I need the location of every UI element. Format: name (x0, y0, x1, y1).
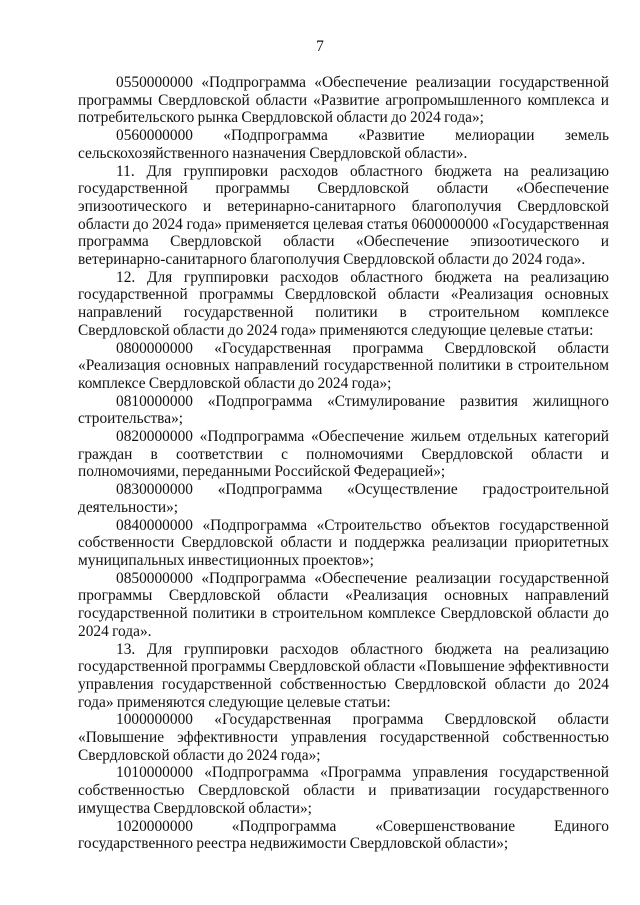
document-body (78, 74, 609, 853)
paragraph-0560000000: 0560000000 «Подпрограмма «Развитие мелиорации земель сельскохозяйственного назначения Свердловской области». (78, 127, 609, 162)
paragraph-11: 11. Для группировки расходов областного бюджета на реализацию государственной программы Свердловской области «Обеспечение эпизоотического и ветеринарно-санитарного благополучия Свердловской области до 2024 года» применяется целевая статья 0600000000 «Государственная программа Свердловской области «Обеспечение эпизоотического и ветеринарно-санитарного благополучия Свердловской области до 2024 года». (78, 162, 609, 269)
paragraph-1020000000: 1020000000 «Подпрограмма «Совершенствование Единого государственного реестра недвижимости Свердловской области»; (78, 817, 609, 853)
paragraph-1000000000: 1000000000 «Государственная программа Свердловской области «Повышение эффективности управления государственной собственностью Свердловской области до 2024 года»; (78, 711, 609, 764)
paragraph-13: 13. Для группировки расходов областного бюджета на реализацию государственной программы Свердловской области «Повышение эффективности управления государственной собственностью Свердловской области до 2024 года» применяются следующие целевые статьи: (78, 640, 609, 711)
page-number: 7 (316, 38, 324, 55)
paragraph-0850000000: 0850000000 «Подпрограмма «Обеспечение реализации государственной программы Свердловской области «Реализация основных направлений государственной политики в строительном комплексе Свердловской области до 2024 года». (78, 569, 609, 640)
paragraph-0550000000: 0550000000 «Подпрограмма «Обеспечение реализации государственной программы Свердловской области «Развитие агропромышленного комплекса и потребительского рынка Свердловской области до 2024 года»; (78, 74, 609, 127)
paragraph-0840000000: 0840000000 «Подпрограмма «Строительство объектов государственной собственности Свердловской области и поддержка реализации приоритетных муниципальных инвестиционных проектов»; (78, 516, 609, 569)
paragraph-0820000000: 0820000000 «Подпрограмма «Обеспечение жильем отдельных категорий граждан в соответствии с полномочиями Свердловской области и полномочиями, переданными Российской Федерацией»; (78, 428, 609, 481)
paragraph-0800000000: 0800000000 «Государственная программа Свердловской области «Реализация основных направлений государственной политики в строительном комплексе Свердловской области до 2024 года»; (78, 339, 609, 392)
paragraph-12: 12. Для группировки расходов областного бюджета на реализацию государственной программы Свердловской области «Реализация основных направлений государственной политики в строительном комплексе Свердловской области до 2024 года» применяются следующие целевые статьи: (78, 268, 609, 339)
paragraph-1010000000: 1010000000 «Подпрограмма «Программа управления государственной собственностью Свердловской области и приватизации государственного имущества Свердловской области»; (78, 764, 609, 817)
paragraph-0810000000: 0810000000 «Подпрограмма «Стимулирование развития жилищного строительства»; (78, 392, 609, 428)
paragraph-0830000000: 0830000000 «Подпрограмма «Осуществление градостроительной деятельности»; (78, 481, 609, 516)
